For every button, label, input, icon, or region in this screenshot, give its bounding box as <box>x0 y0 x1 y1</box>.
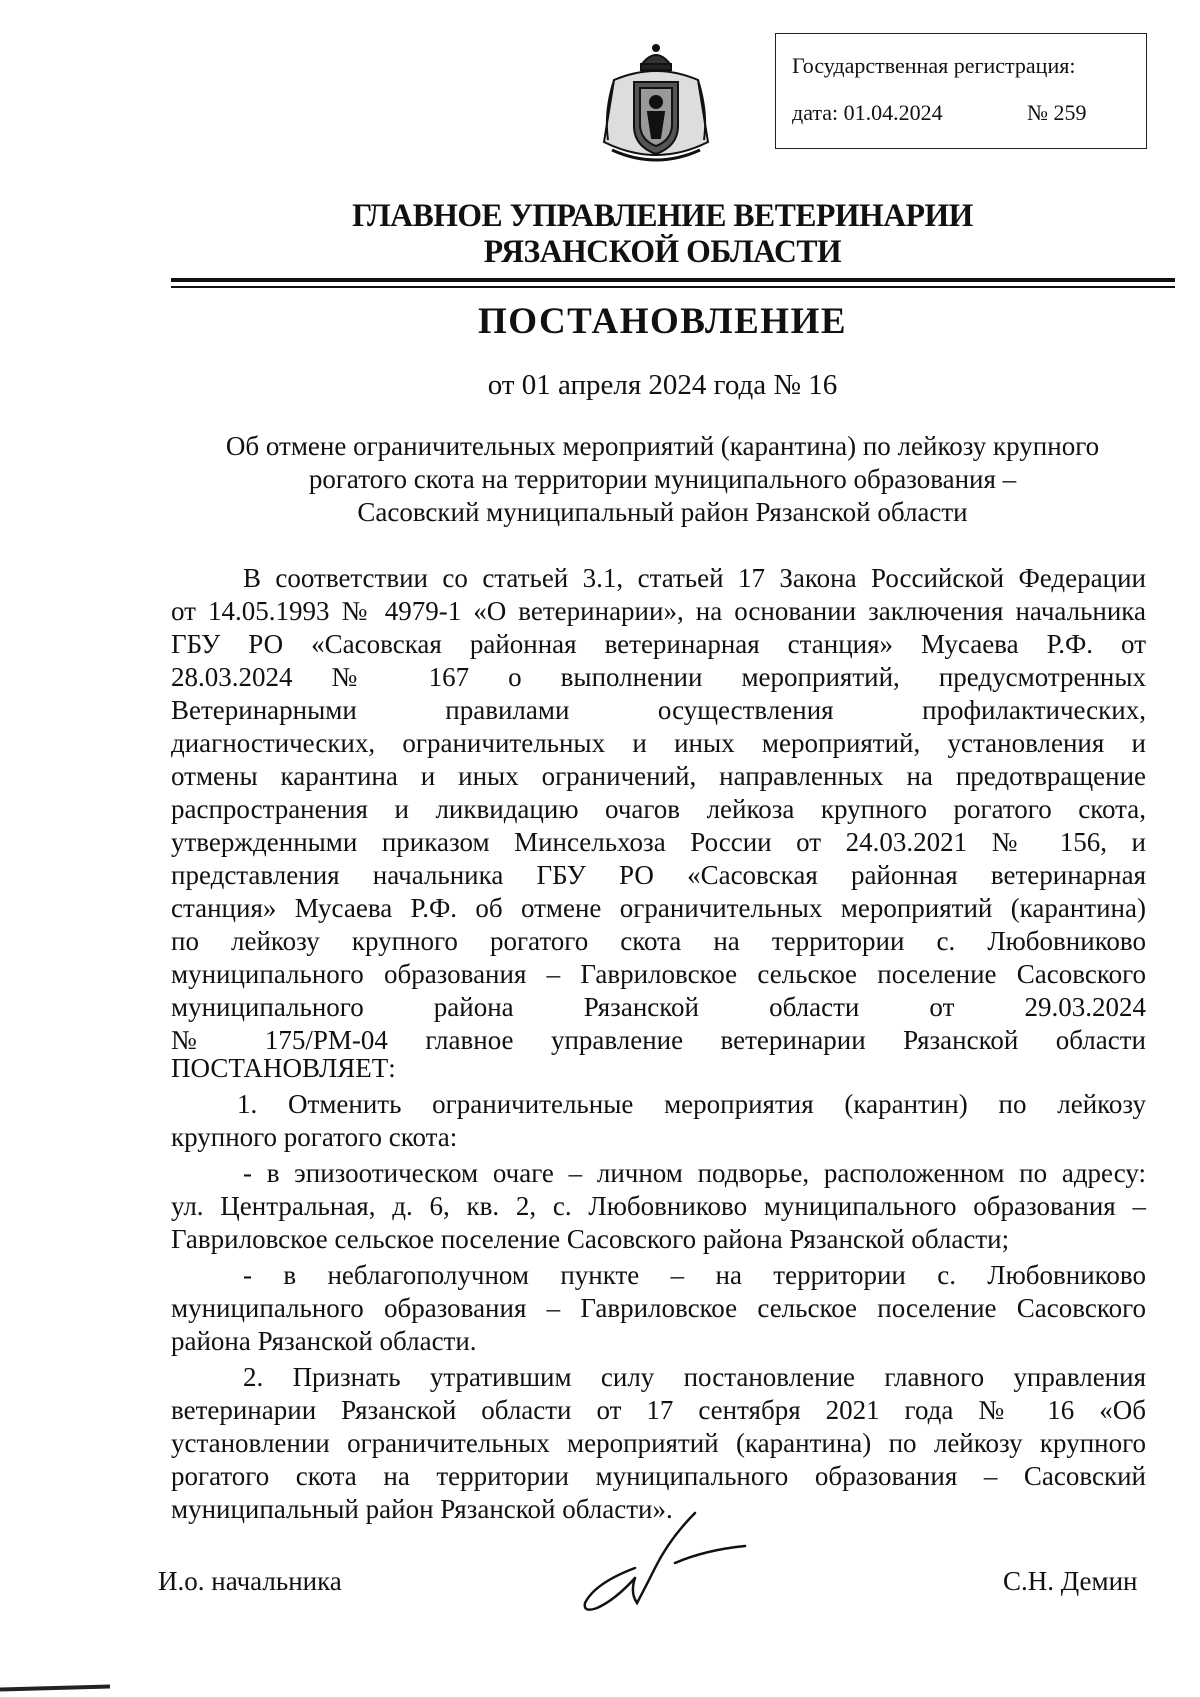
preamble-line: по лейкозу крупного рогатого скота на территории с. Любовниково <box>171 926 1146 956</box>
header-rule-thick <box>171 278 1175 282</box>
item1b-line: муниципального образования – Гавриловское сельское поселение Сасовского <box>171 1293 1146 1323</box>
preamble-line: утвержденными приказом Минсельхоза России от 24.03.2021 № 156, и <box>171 827 1146 857</box>
preamble-line: Ветеринарными правилами осуществления профилактических, <box>171 695 1146 725</box>
registration-date: дата: 01.04.2024 <box>792 100 943 125</box>
signatory-name: С.Н. Демин <box>1003 1566 1138 1596</box>
document-subject-line: Сасовский муниципальный район Рязанской области <box>357 497 968 527</box>
registration-number: № 259 <box>1027 100 1087 125</box>
document-subject-line: рогатого скота на территории муниципального образования – <box>308 464 1017 494</box>
item1-line: крупного рогатого скота: <box>171 1122 458 1152</box>
document-subject-line: Об отмене ограничительных мероприятий (карантина) по лейкозу крупного <box>225 431 1100 461</box>
preamble-line: В соответствии со статьей 3.1, статьей 17 Закона Российской Федерации <box>243 563 1146 593</box>
organization-name-line1: ГЛАВНОЕ УПРАВЛЕНИЕ ВЕТЕРИНАРИИ <box>352 198 973 234</box>
item1b-line: - в неблагополучном пункте – на территории с. Любовниково <box>243 1260 1146 1290</box>
item1-line: 1. Отменить ограничительные мероприятия (карантин) по лейкозу <box>237 1089 1146 1119</box>
preamble-line: диагностических, ограничительных и иных мероприятий, установления и <box>171 728 1146 758</box>
preamble-line: 28.03.2024 № 167 о выполнении мероприятий, предусмотренных <box>171 662 1146 692</box>
organization-name-line2: РЯЗАНСКОЙ ОБЛАСТИ <box>483 234 842 270</box>
preamble-line: № 175/РМ-04 главное управление ветеринарии Рязанской области <box>171 1025 1146 1055</box>
item2-line: муниципальный район Рязанской области». <box>171 1494 673 1524</box>
document-type: ПОСТАНОВЛЕНИЕ <box>477 301 848 342</box>
preamble-line: отмены карантина и иных ограничений, направленных на предотвращение <box>171 761 1146 791</box>
registration-stamp <box>775 33 1147 149</box>
handwritten-signature-icon <box>575 1508 755 1618</box>
preamble-line: от 14.05.1993 № 4979-1 «О ветеринарии», на основании заключения начальника <box>171 596 1146 626</box>
item1a-line: - в эпизоотическом очаге – личном подворье, расположенном по адресу: <box>243 1158 1146 1188</box>
preamble-line: станция» Мусаева Р.Ф. об отмене ограничительных мероприятий (карантина) <box>171 893 1146 923</box>
preamble-line: ПОСТАНОВЛЯЕТ: <box>171 1053 396 1083</box>
preamble-line: ГБУ РО «Сасовская районная ветеринарная станция» Мусаева Р.Ф. от <box>171 629 1146 659</box>
item2-line: установлении ограничительных мероприятий (карантина) по лейкозу крупного <box>171 1428 1146 1458</box>
header-rule-thin <box>171 286 1175 288</box>
document-date: от 01 апреля 2024 года № 16 <box>487 369 838 401</box>
item1a-line: Гавриловское сельское поселение Сасовского района Рязанской области; <box>171 1224 1010 1254</box>
preamble-line: распространения и ликвидацию очагов лейкоза крупного рогатого скота, <box>171 794 1146 824</box>
signatory-position: И.о. начальника <box>158 1566 342 1596</box>
item2-line: 2. Признать утратившим силу постановление главного управления <box>243 1362 1146 1392</box>
item2-line: ветеринарии Рязанской области от 17 сентября 2021 года № 16 «Об <box>171 1395 1146 1425</box>
preamble-line: муниципального района Рязанской области от 29.03.2024 <box>171 992 1146 1022</box>
scan-edge-artifact <box>0 1685 110 1692</box>
item1b-line: района Рязанской области. <box>171 1326 477 1356</box>
item2-line: рогатого скота на территории муниципального образования – Сасовский <box>171 1461 1146 1491</box>
item1a-line: ул. Центральная, д. 6, кв. 2, с. Любовниково муниципального образования – <box>171 1191 1146 1221</box>
preamble-line: представления начальника ГБУ РО «Сасовская районная ветеринарная <box>171 860 1146 890</box>
preamble-line: муниципального образования – Гавриловское сельское поселение Сасовского <box>171 959 1146 989</box>
registration-title: Государственная регистрация: <box>792 53 1076 78</box>
coat-of-arms-icon <box>594 42 718 170</box>
